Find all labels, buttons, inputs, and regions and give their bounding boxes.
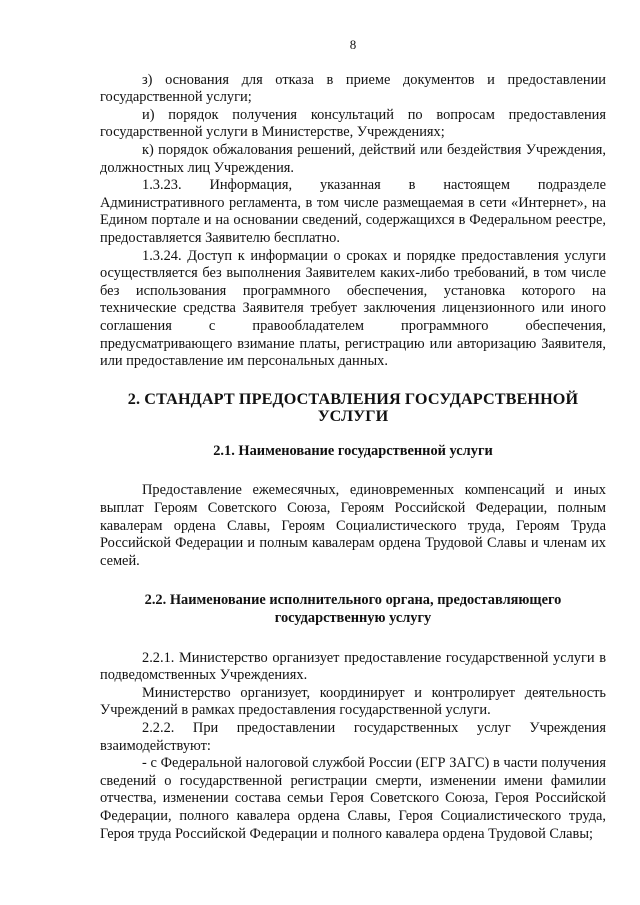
paragraph-2-2-2: 2.2.2. При предоставлении государственных услуг Учреждения взаимодействуют:	[100, 720, 606, 754]
paragraph-2-2-1: 2.2.1. Министерство организует предоставление государственной услуги в подведомственных Учреждениях.	[100, 649, 606, 684]
paragraph-z: з) основания для отказа в приеме документов и предоставлении государственной услуги;	[100, 71, 606, 106]
section-title: 2. СТАНДАРТ ПРЕДОСТАВЛЕНИЯ ГОСУДАРСТВЕННОЙ УСЛУГИ	[127, 389, 579, 426]
paragraph-1-3-24: 1.3.24. Доступ к информации о сроках и порядке предоставления услуги осуществляется без выполнения Заявителем каких-либо требований, в том числе без использования программного обеспечения, установка которого на технические средства Заявителя требует заключения лицензионного или иного соглашения с правообладателем программного обеспечения, предусматривающего взимание платы, регистрацию или авторизацию Заявителя, или предоставление им персональных данных.	[100, 247, 606, 370]
subsection-1-title: 2.1. Наименование государственной услуги	[213, 442, 493, 459]
paragraph-i: и) порядок получения консультаций по вопросам предоставления государственной услуги в Министерстве, Учреждениях;	[100, 106, 606, 141]
paragraph-ministry: Министерство организует, координирует и контролирует деятельность Учреждений в рамках предоставления государственной услуги.	[100, 684, 606, 719]
paragraph-1-3-23: 1.3.23. Информация, указанная в настоящем подразделе Административного регламента, в том числе размещаемая в сети «Интернет», на Едином портале и на основании сведений, содержащихся в Федеральном реестре, предоставляется Заявителю бесплатно.	[100, 177, 606, 246]
page-number: 8	[349, 37, 357, 52]
paragraph-k: к) порядок обжалования решений, действий или бездействия Учреждения, должностных лиц Учреждения.	[100, 141, 606, 176]
subsection-2-title: 2.2. Наименование исполнительного органа, предоставляющего государственную услугу	[144, 592, 562, 627]
paragraph-fns: - с Федеральной налоговой службой России (ЕГР ЗАГС) в части получения сведений о государственной регистрации смерти, изменении имени фамилии отчества, изменении состава семьи Героя Советского Союза, Героя Российской Федерации, полного кавалера ордена Славы, Героя Социалистического труда, Героя труда Российской Федерации и полного кавалера ордена Трудовой Славы;	[100, 755, 606, 842]
document-page	[100, 36, 606, 843]
subsection-1-text: Предоставление ежемесячных, единовременных компенсаций и иных выплат Героям Советского Союза, Героям Российской Федерации, полным кавалерам ордена Славы, Героям Социалистического труда, Героям Труда Российской Федерации и полным кавалерам ордена Трудовой Славы и членам их семей.	[100, 482, 606, 569]
